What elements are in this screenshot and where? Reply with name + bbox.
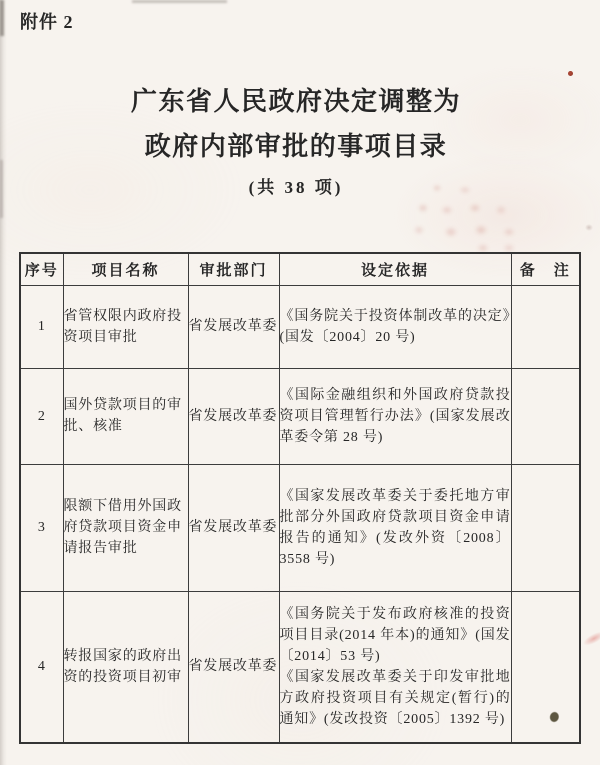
cell-no: 2 bbox=[20, 368, 63, 464]
cell-note bbox=[511, 591, 580, 743]
cell-name: 省管权限内政府投资项目审批 bbox=[63, 285, 188, 368]
basis-citation: 《国际金融组织和外国政府贷款投资项目管理暂行办法》(国家发展改革委令第 28 号) bbox=[279, 387, 511, 445]
red-dot-mark bbox=[568, 71, 573, 76]
cell-dept: 省发展改革委 bbox=[188, 591, 279, 743]
table-header-row bbox=[20, 253, 580, 285]
document-title-line2: 政府内部审批的事项目录 bbox=[144, 132, 448, 161]
cell-basis bbox=[279, 368, 511, 464]
header-cell-note: 备 注 bbox=[511, 253, 580, 285]
cell-dept: 省发展改革委 bbox=[188, 285, 279, 368]
pink-smudge-mark bbox=[581, 629, 600, 648]
header-cell-basis: 设定依据 bbox=[279, 253, 511, 285]
cell-note bbox=[511, 464, 580, 591]
table-row bbox=[20, 591, 580, 743]
cell-name: 转报国家的政府出资的投资项目初审 bbox=[63, 591, 188, 743]
cell-basis bbox=[279, 591, 511, 743]
faint-mark bbox=[585, 224, 593, 231]
header-cell-name: 项目名称 bbox=[63, 253, 188, 285]
scan-edge-smudge-top bbox=[0, 0, 4, 36]
cell-no: 4 bbox=[20, 591, 63, 743]
item-count-note: (共 38 项) bbox=[248, 178, 344, 197]
document-title bbox=[0, 79, 592, 169]
document-title-line1: 广东省人民政府决定调整为 bbox=[130, 87, 461, 116]
attachment-label: 附件 2 bbox=[20, 12, 74, 32]
cell-no: 3 bbox=[20, 464, 63, 591]
basis-citation: 《国务院关于发布政府核准的投资项目目录(2014 年本)的通知》(国发〔2014〕53 号) bbox=[279, 606, 511, 664]
table-row bbox=[20, 464, 580, 591]
basis-citation: 《国家发展改革委关于印发审批地方政府投资项目有关规定(暂行)的通知》(发改投资〔2005〕1392 号) bbox=[279, 669, 511, 727]
cell-name: 限额下借用外国政府贷款项目资金申请报告审批 bbox=[63, 464, 188, 591]
cell-basis bbox=[279, 464, 511, 591]
basis-citation: 《国家发展改革委关于委托地方审批部分外国政府贷款项目资金申请报告的通知》(发改外资〔2008〕3558 号) bbox=[279, 488, 511, 567]
table-row bbox=[20, 368, 580, 464]
cell-note bbox=[511, 368, 580, 464]
cell-name: 国外贷款项目的审批、核准 bbox=[63, 368, 188, 464]
cell-dept: 省发展改革委 bbox=[188, 464, 279, 591]
cell-no: 1 bbox=[20, 285, 63, 368]
approval-items-table bbox=[19, 252, 581, 744]
scan-edge-smudge-topcenter bbox=[132, 0, 227, 3]
header-cell-no: 序号 bbox=[20, 253, 63, 285]
cell-note bbox=[511, 285, 580, 368]
cell-basis bbox=[279, 285, 511, 368]
table-row bbox=[20, 285, 580, 368]
cell-dept: 省发展改革委 bbox=[188, 368, 279, 464]
basis-citation: 《国务院关于投资体制改革的决定》(国发〔2004〕20 号) bbox=[279, 308, 511, 345]
header-cell-dept: 审批部门 bbox=[188, 253, 279, 285]
